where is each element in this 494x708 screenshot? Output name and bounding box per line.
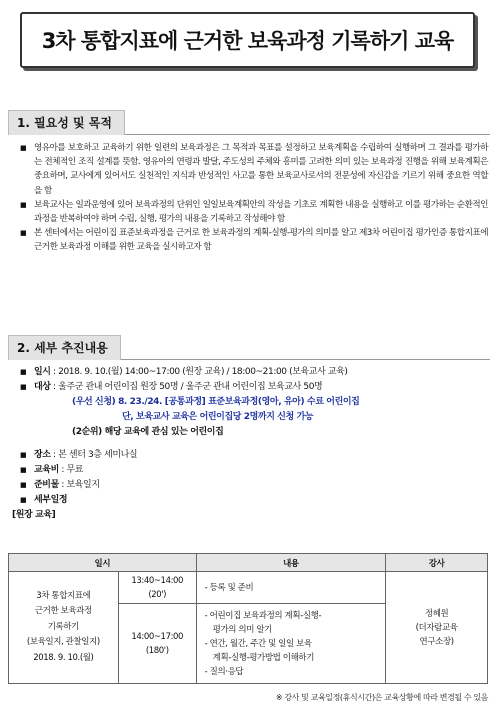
schedule-table-header	[9, 554, 488, 572]
instructor-cell: 정혜원 (더자람교육 연구소장)	[386, 572, 488, 684]
place-value: 본 센터 3층 세미나실	[58, 450, 138, 460]
time-cell: 14:00~17:00 (180')	[118, 604, 196, 684]
bullet-purpose-2: ■ 보육교사는 일과운영에 있어 보육과정의 단위인 일일보육계획안의 작성을 기초로 계획한 내용을 실행하고 이를 평가하는 순환적인 과정을 반복하여야 하며 수립, 실행, 평가의 내용을 기록하고 작성해야 함	[20, 199, 488, 225]
bullet-purpose-1: ■ 영유아를 보호하고 교육하기 위한 일련의 보육과정은 그 목적과 목표를 설정하고 보육계획을 수립하여 실행하며 그 결과를 평가하는 전체적인 조직 설계를 뜻함. 영유아의 연령과 발달, 주도성의 주체와 흥미를 고려한 의미 있는 보육과정 진행을 위해 보육계획은 중요하며, 교사에게 있어서도 실천적인 지식과 반성적인 사고를 통한 보육교사로서의 전문성에 자신감을 기르기 위해 중요한 역할을 함	[20, 143, 488, 196]
target-limit-line: 단, 보육교사 교육은 어린이집당 2명까지 신청 가능	[122, 412, 314, 422]
section-2-details	[12, 365, 488, 523]
supplies-label: 준비물	[34, 480, 59, 490]
square-bullet-icon: ■	[20, 368, 27, 376]
fee-value: 무료	[66, 465, 84, 475]
section-1-bullets	[12, 141, 488, 255]
content-cell: - 등록 및 준비	[196, 572, 386, 604]
detail-schedule-line	[12, 493, 488, 508]
target-priority-line: (우선 신청) 8. 23./24. [공통과정] 표준보육과정(영아, 유아) 수료 어린이집	[72, 397, 360, 407]
square-bullet-icon: ■	[20, 144, 27, 152]
target-line: ■ 대상 : 울주군 관내 어린이집 원장 50명 / 울주군 관내 어린이집 보육교사 50명	[12, 380, 488, 395]
section-2-heading: 2. 세부 추진내용	[8, 335, 121, 360]
document-title-box	[20, 12, 475, 68]
supplies-line: ■ 준비물 : 보육일지	[12, 478, 488, 493]
target-value: 울주군 관내 어린이집 원장 50명 / 울주군 관내 어린이집 보육교사 50명	[58, 382, 323, 392]
schedule-table	[8, 553, 488, 684]
table-row	[9, 572, 488, 604]
square-bullet-icon: ■	[20, 466, 27, 474]
content-cell: - 어린이집 보육과정의 계획-실행- 평가의 의미 알기 - 연간, 월간, 주간 및 일일 보육 계획-실행-평가방법 이해하기 - 질의·응답	[196, 604, 386, 684]
bullet-purpose-3: ■ 본 센터에서는 어린이집 표준보육과정을 근거로 한 보육과정의 계획-실행-평가의 의미를 알고 제3차 어린이집 평가인증 통합지표에 근거한 보육과정 이해를 위한 교육을 실시하고자 함	[20, 228, 488, 253]
place-line: ■ 장소 : 본 센터 3층 세미나실	[12, 448, 488, 463]
director-course-heading: [원장 교육]	[12, 510, 56, 520]
section-1-heading: 1. 필요성 및 목적	[8, 110, 125, 135]
section-2-header	[8, 335, 490, 360]
col-header-instructor: 강사	[386, 554, 488, 572]
section-1-header	[8, 110, 490, 135]
square-bullet-icon: ■	[20, 383, 27, 391]
course-cell: 3차 통합지표에 근거한 보육과정 기록하기 (보육일지, 관찰일지) 2018. 9. 10.(월)	[9, 572, 119, 684]
square-bullet-icon: ■	[20, 229, 27, 238]
target-label: 대상	[34, 382, 51, 392]
footnote: ※ 강사 및 교육일정(휴식시간)은 교육상황에 따라 변경될 수 있음	[275, 693, 488, 702]
square-bullet-icon: ■	[20, 451, 27, 459]
square-bullet-icon: ■	[20, 496, 27, 504]
time-cell: 13:40~14:00 (20')	[118, 572, 196, 604]
schedule-line: ■ 일시 : 2018. 9. 10.(월) 14:00~17:00 (원장 교육) / 18:00~21:00 (보육교사 교육)	[12, 365, 488, 380]
square-bullet-icon: ■	[20, 481, 27, 489]
col-header-datetime: 일시	[9, 554, 197, 572]
col-header-content: 내용	[196, 554, 386, 572]
place-label: 장소	[34, 450, 51, 460]
fee-label: 교육비	[34, 465, 59, 475]
square-bullet-icon: ■	[20, 200, 27, 209]
target-secondary-line: (2순위) 해당 교육에 관심 있는 어린이집	[72, 427, 224, 437]
schedule-label: 일시	[34, 367, 51, 377]
detail-schedule-label: 세부일정	[34, 495, 68, 505]
fee-line: ■ 교육비 : 무료	[12, 463, 488, 478]
supplies-value: 보육일지	[66, 480, 100, 490]
schedule-value: 2018. 9. 10.(월) 14:00~17:00 (원장 교육) / 18:00~21:00 (보육교사 교육)	[58, 367, 348, 377]
document-title: 3차 통합지표에 근거한 보육과정 기록하기 교육	[41, 29, 454, 53]
